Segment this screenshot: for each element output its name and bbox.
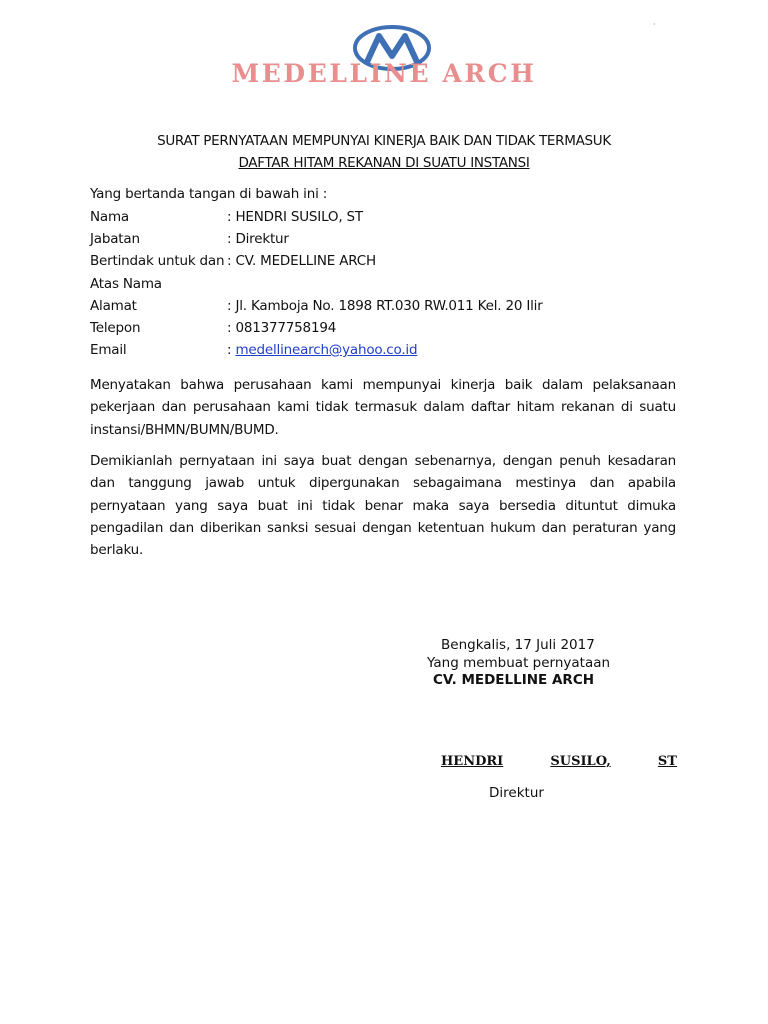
document-title-line-1: SURAT PERNYATAAN MEMPUNYAI KINERJA BAIK DAN TIDAK TERMASUK xyxy=(157,133,611,149)
place-date: Bengkalis, 17 Juli 2017 xyxy=(441,637,595,653)
field-label: Email xyxy=(90,342,127,358)
signer-name-part: SUSILO, xyxy=(550,754,611,769)
scan-speck: · xyxy=(653,20,656,29)
field-label: Atas Nama xyxy=(90,276,162,292)
signer-position: Direktur xyxy=(489,785,544,801)
field-value: : CV. MEDELLINE ARCH xyxy=(227,253,376,269)
company-logo-text: MEDELLINE ARCH xyxy=(231,59,537,88)
field-value: : HENDRI SUSILO, ST xyxy=(227,209,363,225)
signer-name-part: ST xyxy=(657,754,677,769)
field-value: : medellinearch@yahoo.co.id xyxy=(227,342,418,358)
document-title-line-2: DAFTAR HITAM REKANAN DI SUATU INSTANSI xyxy=(238,155,530,171)
email-link[interactable]: medellinearch@yahoo.co.id xyxy=(235,342,418,358)
field-label: Nama xyxy=(90,209,129,225)
field-label: Alamat xyxy=(90,298,137,314)
statement-paragraph: Menyatakan bahwa perusahaan kami mempunyai kinerja baik dalam pelaksanaan pekerjaan dan perusahaan kami tidak termasuk dalam daftar hitam rekanan di suatu instansi/BHMN/BUMN/BUMD. xyxy=(90,377,676,438)
field-label: Telepon xyxy=(90,320,141,336)
field-value: : Direktur xyxy=(227,231,289,247)
field-value: : 081377758194 xyxy=(227,320,337,336)
signer-name xyxy=(441,754,677,769)
closing-paragraph: Demikianlah pernyataan ini saya buat dengan sebenarnya, dengan penuh kesadaran dan tanggung jawab untuk dipergunakan sebagaimana mestinya dan apabila pernyataan yang saya buat ini tidak benar maka saya bersedia dituntut dimuka pengadilan dan diberikan sanksi sesuai dengan ketentuan hukum dan peraturan yang berlaku. xyxy=(90,453,676,559)
signer-name-part: HENDRI xyxy=(441,754,504,769)
signature-company: CV. MEDELLINE ARCH xyxy=(433,672,595,688)
intro-text: Yang bertanda tangan di bawah ini : xyxy=(90,186,328,202)
field-label: Bertindak untuk dan xyxy=(90,253,225,269)
field-value: : Jl. Kamboja No. 1898 RT.030 RW.011 Kel. 20 Ilir xyxy=(227,298,543,314)
field-label: Jabatan xyxy=(90,231,140,247)
maker-label: Yang membuat pernyataan xyxy=(427,655,611,671)
